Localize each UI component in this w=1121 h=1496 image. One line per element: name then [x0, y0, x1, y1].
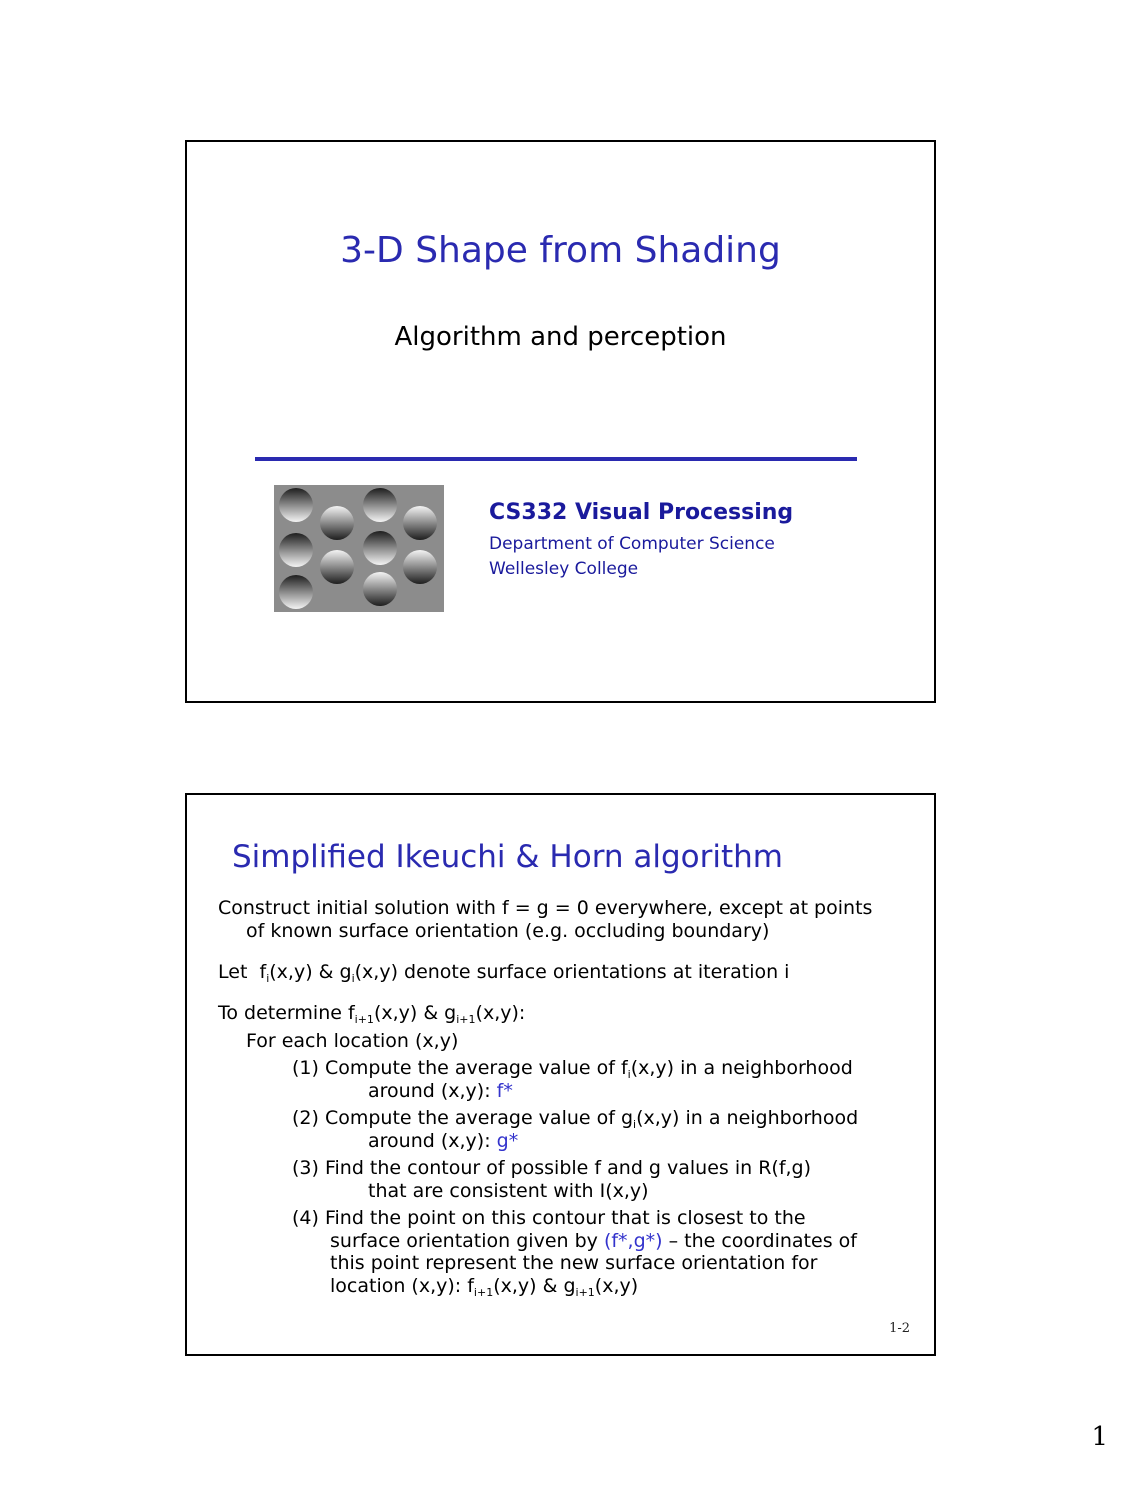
page-number: 1	[1091, 1422, 1108, 1452]
paragraph-initial-solution-line-1: Construct initial solution with f = g = 0 everywhere, except at points	[218, 897, 873, 919]
sphere	[320, 550, 354, 584]
sphere	[320, 506, 354, 540]
text: (x,y):	[475, 1002, 526, 1024]
text: g	[339, 961, 352, 983]
step-2-line-2	[368, 1130, 518, 1153]
text: (x,y) & g	[493, 1275, 576, 1297]
text: (x,y)	[594, 1275, 639, 1297]
divider-rule	[255, 457, 857, 461]
step-1-line-2	[368, 1080, 513, 1103]
step-3-line-2: that are consistent with I(x,y)	[368, 1180, 649, 1202]
step-3-line-1: (3) Find the contour of possible f and g values in R(f,g)	[292, 1157, 812, 1179]
text: (2) Compute the average value of g	[292, 1107, 634, 1129]
slide-title: Simplified Ikeuchi & Horn algorithm	[232, 839, 784, 875]
subscript: i+1	[354, 1013, 374, 1026]
step-4-line-1: (4) Find the point on this contour that is closest to the	[292, 1207, 806, 1229]
subscript: i+1	[456, 1013, 476, 1026]
department-name: Department of Computer Science	[489, 534, 775, 554]
algorithm-slide	[185, 793, 936, 1356]
college-name: Wellesley College	[489, 559, 639, 579]
text: – the coordinates of	[662, 1230, 857, 1252]
paragraph-initial-solution-line-2: of known surface orientation (e.g. occluding boundary)	[246, 920, 770, 942]
sphere	[363, 572, 397, 606]
course-name: CS332 Visual Processing	[489, 500, 794, 525]
sphere	[403, 506, 437, 540]
sphere	[403, 550, 437, 584]
subscript: i	[633, 1118, 637, 1131]
subscript: i	[627, 1068, 631, 1081]
for-each-location: For each location (x,y)	[246, 1030, 459, 1052]
subscript: i+1	[575, 1286, 595, 1299]
step-4-line-4	[330, 1275, 638, 1298]
subscript: i	[351, 972, 355, 985]
step-4-line-3: this point represent the new surface orientation for	[330, 1252, 818, 1274]
title-slide	[185, 140, 936, 703]
step-4-line-2	[330, 1230, 857, 1253]
text: (1) Compute the average value of f	[292, 1057, 628, 1079]
g-star: g*	[496, 1130, 519, 1152]
text: Let	[218, 961, 248, 983]
text: To determine f	[218, 1002, 355, 1024]
text: surface orientation given by	[330, 1230, 604, 1252]
subscript: i+1	[473, 1286, 494, 1299]
paragraph-determine	[218, 1002, 525, 1025]
text: (x,y) denote surface orientations at iteration i	[354, 961, 790, 983]
fg-star: (f*,g*)	[603, 1230, 663, 1252]
text: around (x,y):	[368, 1130, 497, 1152]
sphere	[279, 488, 313, 522]
text: (x,y) &	[269, 961, 340, 983]
slide-title: 3-D Shape from Shading	[340, 230, 781, 271]
sphere	[279, 575, 313, 609]
sphere	[279, 533, 313, 567]
slide-number: 1-2	[889, 1321, 910, 1336]
text: location (x,y): f	[330, 1275, 474, 1297]
text: around (x,y):	[368, 1080, 497, 1102]
text: (x,y) in a neighborhood	[630, 1057, 853, 1079]
sphere	[363, 488, 397, 522]
slide-subtitle: Algorithm and perception	[394, 322, 727, 352]
step-1-line-1	[292, 1057, 853, 1080]
shaded-spheres-image	[274, 485, 444, 612]
text: (x,y) & g	[373, 1002, 457, 1024]
sphere	[363, 531, 397, 565]
text: (x,y) in a neighborhood	[636, 1107, 859, 1129]
paragraph-let	[218, 961, 789, 984]
f-star: f*	[496, 1080, 513, 1102]
subscript: i	[266, 972, 270, 985]
text: f	[259, 961, 267, 983]
step-2-line-1	[292, 1107, 858, 1130]
